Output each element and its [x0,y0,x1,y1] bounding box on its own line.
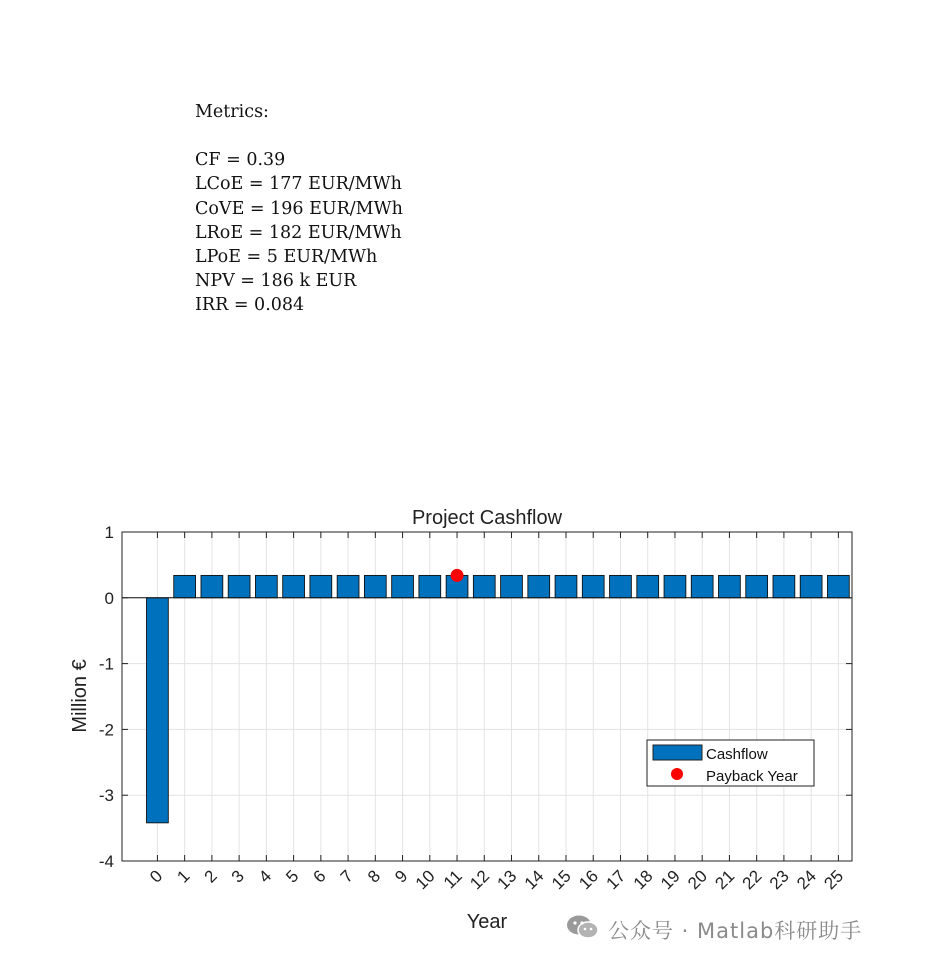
bar-year-5 [283,575,305,597]
x-axis-label: Year [466,911,508,933]
metric-lroe: LRoE = 182 EUR/MWh [195,222,402,243]
legend-marker-payback [671,768,683,780]
chart-title: Project Cashflow [411,507,563,529]
x-tick-label: 25 [820,866,848,894]
bar-year-18 [637,575,659,597]
y-tick-label: -3 [98,786,114,806]
x-tick-label: 12 [466,866,494,894]
metrics-heading: Metrics: [195,102,269,122]
x-tick-label: 15 [548,866,575,894]
x-tick-label: 7 [336,866,357,887]
payback-year-marker [451,569,464,582]
x-tick-label: 9 [391,866,412,887]
x-tick-label: 6 [309,866,330,887]
bar-year-24 [800,575,822,597]
metric-cove: CoVE = 196 EUR/MWh [195,198,403,219]
x-tick-label: 8 [364,866,385,887]
y-tick-label: 0 [104,588,114,608]
bar-year-4 [255,575,277,597]
y-tick-label: -2 [98,720,114,740]
bar-year-6 [310,575,332,597]
bar-year-17 [610,575,632,597]
x-tick-label: 16 [575,866,603,894]
bar-year-1 [174,575,196,597]
legend-label-cashflow: Cashflow [706,746,768,763]
x-tick-label: 18 [629,866,657,894]
bar-year-22 [746,575,768,597]
x-tick-label: 4 [255,866,276,887]
legend-label-payback: Payback Year [706,768,798,785]
bar-year-2 [201,575,223,597]
bar-year-0 [147,598,169,823]
y-tick-label: -1 [98,654,114,674]
watermark [566,914,862,945]
wechat-icon [566,914,600,945]
x-tick-label: 14 [520,866,548,894]
bar-year-20 [691,575,713,597]
bar-year-16 [582,575,604,597]
bar-year-23 [773,575,795,597]
markers [451,569,464,582]
bar-year-25 [827,575,849,597]
x-tick-label: 13 [493,866,521,894]
x-tick-label: 3 [227,866,248,887]
metric-lpoe: LPoE = 5 EUR/MWh [195,247,378,268]
x-tick-label: 17 [602,866,630,894]
legend [647,740,814,786]
x-tick-label: 24 [793,866,820,894]
bar-year-15 [555,575,577,597]
watermark-text: 公众号 · Matlab科研助手 [608,918,863,943]
bar-year-14 [528,575,550,597]
bar-year-9 [392,575,414,597]
x-tick-label: 1 [173,866,194,887]
x-tick-label: 20 [684,866,712,894]
x-tick-label: 21 [711,866,739,894]
x-tick-label: 0 [146,866,167,887]
y-axis-label: Million € [69,659,91,733]
x-tick-label: 2 [200,866,221,887]
y-tick-label: -4 [98,852,114,871]
legend-swatch-cashflow [653,745,702,760]
x-tick-label: 10 [411,866,439,894]
x-tick-label: 19 [656,866,684,894]
bar-year-7 [337,575,359,597]
y-tick-label: 1 [104,523,114,542]
bar-year-3 [228,575,250,597]
metric-npv: NPV = 186 k EUR [195,271,357,292]
x-tick-label: 5 [282,866,303,887]
x-tick-label: 11 [439,866,466,893]
bar-year-21 [719,575,741,597]
bar-year-12 [473,575,495,597]
metric-lcoe: LCoE = 177 EUR/MWh [195,174,402,195]
bar-year-8 [364,575,386,597]
metric-irr: IRR = 0.084 [195,295,305,316]
x-tick-label: 23 [765,866,793,894]
bar-year-13 [501,575,523,597]
bar-year-19 [664,575,686,597]
x-tick-label: 22 [738,866,766,894]
bar-year-10 [419,575,441,597]
metric-cf: CF = 0.39 [195,150,286,171]
